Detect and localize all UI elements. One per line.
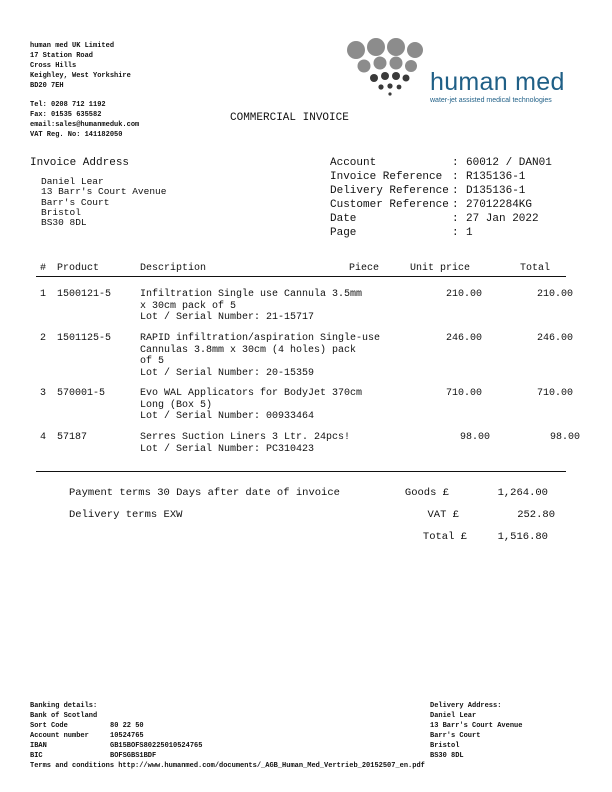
desc-line: Long (Box 5)	[140, 399, 213, 411]
meta-value: 27012284KG	[466, 199, 533, 211]
vat-value: 252.80	[517, 509, 555, 521]
sender-tel: Tel: 0208 712 1192	[30, 101, 106, 109]
meta-label: Page	[330, 227, 357, 239]
sender-line: human med UK Limited	[30, 42, 115, 50]
row-product: 57187	[57, 432, 88, 443]
header-divider	[36, 276, 566, 277]
meta-separator: :	[452, 185, 459, 197]
goods-value: 1,264.00	[497, 487, 548, 499]
invoice-address	[41, 177, 166, 228]
row-description	[140, 333, 380, 379]
logo-tagline: water-jet assisted medical technologies	[430, 97, 552, 104]
sender-line: Cross Hills	[30, 62, 77, 70]
meta-value: 27 Jan 2022	[466, 213, 539, 225]
invoice-meta	[330, 156, 590, 240]
row-unit-price: 246.00	[445, 333, 482, 344]
desc-line: Lot / Serial Number: 21-15717	[140, 312, 315, 323]
address-line: 13 Barr's Court Avenue	[41, 186, 167, 198]
meta-account	[330, 156, 590, 170]
table-bottom-divider	[36, 471, 566, 472]
row-total: 246.00	[536, 333, 573, 344]
bank-row-value: 10524765	[110, 732, 144, 740]
address-line: BS30 8DL	[41, 217, 87, 229]
row-num: 4	[40, 432, 47, 443]
col-header-num: #	[40, 263, 47, 274]
goods-label: Goods £	[404, 487, 449, 499]
meta-separator: :	[452, 157, 459, 169]
row-product: 1501125-5	[57, 333, 112, 344]
row-num: 1	[40, 289, 47, 300]
meta-value: R135136-1	[466, 171, 526, 183]
total-label: Total £	[422, 531, 467, 543]
delivery-address	[430, 701, 522, 761]
vat-label: VAT £	[427, 509, 459, 521]
meta-separator: :	[452, 199, 459, 211]
row-product: 570001-5	[57, 388, 106, 399]
document-title: COMMERCIAL INVOICE	[230, 112, 349, 124]
desc-line: Serres Suction Liners 3 Ltr. 24pcs!	[140, 432, 351, 443]
terms-and-conditions-link[interactable]: Terms and conditions http://www.humanmed.com/documents/_AGB_Human_Med_Vertrieb_20152507_en.pdf	[30, 762, 425, 770]
meta-invoice-reference	[330, 170, 590, 184]
bank-name: Bank of Scotland	[30, 712, 98, 720]
row-total: 710.00	[536, 388, 573, 399]
address-line: BS30 8DL	[430, 752, 464, 760]
bank-row-label: Sort Code	[30, 722, 68, 730]
meta-delivery-reference	[330, 184, 590, 198]
desc-line: Evo WAL Applicators for BodyJet 370cm	[140, 388, 363, 399]
meta-separator: :	[452, 227, 459, 239]
address-line: Barr's Court	[41, 196, 110, 208]
sender-line: BD20 7EH	[30, 82, 64, 90]
meta-separator: :	[452, 213, 459, 225]
sender-line: 17 Station Road	[30, 52, 94, 60]
address-line: 13 Barr's Court Avenue	[430, 722, 523, 730]
meta-value: D135136-1	[466, 185, 526, 197]
row-description	[140, 388, 362, 423]
meta-page	[330, 226, 590, 240]
desc-line: Lot / Serial Number: 20-15359	[140, 367, 315, 379]
desc-line: x 30cm pack of 5	[140, 300, 237, 312]
desc-line: Lot / Serial Number: PC310423	[140, 443, 315, 455]
logo-dots-icon	[344, 38, 432, 100]
bank-row-value: BOFSGBS1BDF	[110, 752, 157, 760]
row-unit-price: 98.00	[459, 432, 490, 443]
bank-row-value: 80 22 50	[110, 722, 144, 730]
desc-line: Infiltration Single use Cannula 3.5mm	[140, 289, 363, 300]
address-line: Bristol	[41, 206, 81, 218]
desc-line: Lot / Serial Number: 00933464	[140, 411, 315, 422]
sender-address	[30, 41, 131, 91]
col-header-product: Product	[57, 263, 100, 274]
row-num: 3	[40, 388, 47, 399]
sender-email: email:sales@humanmeduk.com	[30, 121, 140, 129]
col-header-description: Description	[140, 263, 207, 274]
row-unit-price: 710.00	[445, 388, 482, 399]
payment-terms: Payment terms 30 Days after date of invoice	[69, 487, 340, 499]
meta-label: Delivery Reference	[330, 185, 449, 197]
desc-line: RAPID infiltration/aspiration Single-use	[140, 333, 381, 344]
row-total: 98.00	[549, 432, 580, 443]
meta-value: 60012 / DAN01	[466, 157, 552, 169]
meta-date	[330, 212, 590, 226]
meta-customer-reference	[330, 198, 590, 212]
row-num: 2	[40, 333, 47, 344]
meta-label: Invoice Reference	[330, 171, 443, 183]
total-value: 1,516.80	[497, 531, 548, 543]
banking-heading: Banking details:	[30, 702, 98, 710]
meta-separator: :	[452, 171, 459, 183]
col-header-total: Total	[520, 263, 551, 274]
meta-label: Customer Reference	[330, 199, 449, 211]
address-line: Daniel Lear	[430, 712, 477, 720]
row-unit-price: 210.00	[445, 289, 482, 300]
desc-line: of 5	[140, 356, 165, 367]
logo-wordmark: human med	[430, 68, 565, 96]
desc-line: Cannulas 3.8mm x 30cm (4 holes) pack	[140, 344, 357, 356]
invoice-address-heading: Invoice Address	[30, 157, 130, 169]
sender-contact	[30, 100, 139, 140]
delivery-terms: Delivery terms EXW	[69, 509, 183, 521]
bank-row-label: BIC	[30, 752, 43, 760]
meta-label: Date	[330, 213, 357, 225]
row-description	[140, 289, 362, 324]
meta-value: 1	[466, 227, 473, 239]
meta-label: Account	[330, 157, 377, 169]
bank-row-value: GB15BOFS80225010524765	[110, 742, 203, 750]
row-description	[140, 432, 350, 455]
company-logo	[344, 38, 594, 108]
address-line: Barr's Court	[430, 732, 481, 740]
bank-row-label: Account number	[30, 732, 89, 740]
col-header-piece: Piece	[349, 263, 380, 274]
row-product: 1500121-5	[57, 289, 112, 300]
sender-vat: VAT Reg. No: 141182050	[30, 131, 123, 139]
sender-fax: Fax: 01535 635582	[30, 111, 102, 119]
address-line: Daniel Lear	[41, 176, 104, 187]
delivery-address-heading: Delivery Address:	[430, 702, 502, 710]
sender-line: Keighley, West Yorkshire	[30, 72, 131, 80]
row-total: 210.00	[536, 289, 573, 300]
address-line: Bristol	[430, 742, 460, 750]
col-header-unit-price: Unit price	[410, 263, 471, 274]
bank-row-label: IBAN	[30, 742, 47, 750]
